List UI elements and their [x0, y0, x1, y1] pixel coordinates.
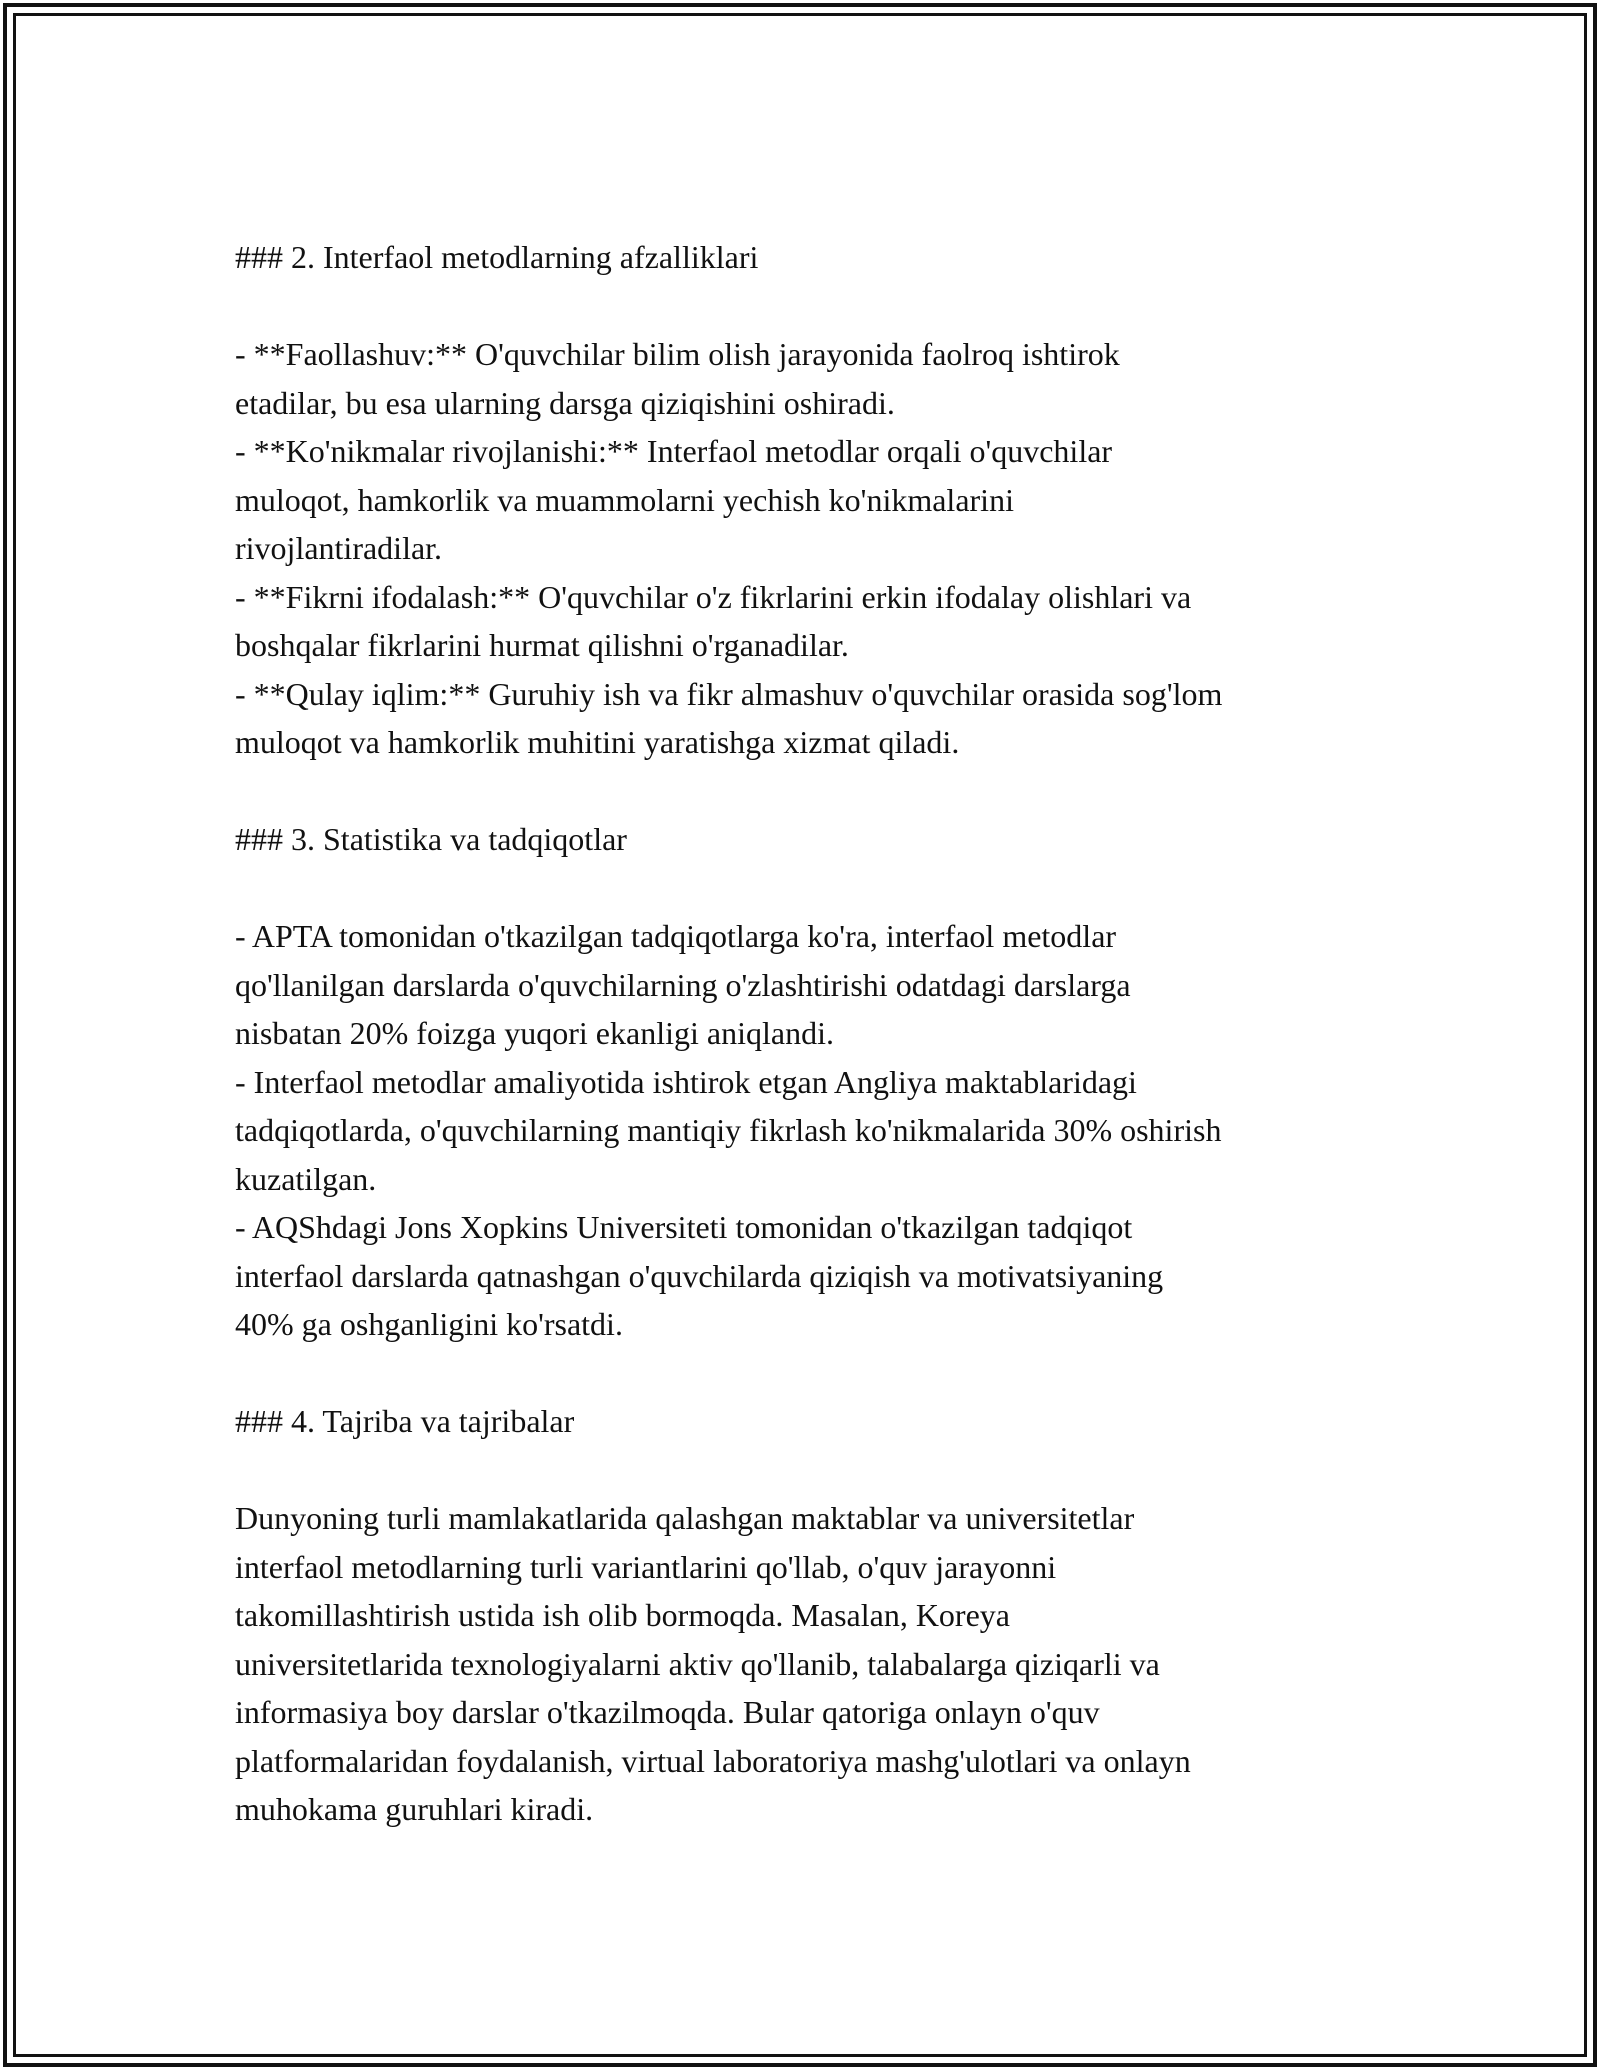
list-item-faollashuv [235, 330, 1385, 427]
section-statistics [235, 815, 1385, 1349]
list-item-line: kuzatilgan. [235, 1160, 377, 1197]
section-heading: ### 3. Statistika va tadqiqotlar [235, 821, 627, 857]
list-item-line: tadqiqotlarda, o'quvchilarning mantiqiy fikrlash ko'nikmalarida 30% oshirish [235, 1112, 1222, 1148]
list-item-jons-xopkins [235, 1203, 1385, 1349]
section-experience [235, 1397, 1385, 1834]
list-item-line: - **Qulay iqlim:** Guruhiy ish va fikr almashuv o'quvchilar orasida sog'lom [235, 675, 1223, 712]
section-advantages [235, 233, 1385, 767]
list-item-angliya [235, 1058, 1385, 1204]
list-item-line: - Interfaol metodlar amaliyotida ishtirok etgan Angliya maktablaridagi [235, 1063, 1137, 1100]
list-item-line: qo'llanilgan darslarda o'quvchilarning o'zlashtirishi odatdagi darslarga [235, 966, 1131, 1003]
list-item-line: - APTA tomonidan o'tkazilgan tadqiqotlarga ko'ra, interfaol metodlar [235, 918, 1117, 954]
list-item-line: boshqalar fikrlarini hurmat qilishni o'rganadilar. [235, 627, 849, 663]
section-heading: ### 4. Tajriba va tajribalar [235, 1403, 575, 1439]
list-item-line: 40% ga oshganligini ko'rsatdi. [235, 1306, 623, 1342]
list-item-line: etadilar, bu esa ularning darsga qiziqishini oshiradi. [235, 384, 895, 421]
list-item-line: muloqot, hamkorlik va muammolarni yechish ko'nikmalarini [235, 481, 1014, 518]
list-item-fikrni-ifodalash [235, 573, 1385, 670]
list-item-konikmalar [235, 427, 1385, 573]
list-item-line: rivojlantiradilar. [235, 530, 443, 566]
paragraph-line: universitetlarida texnologiyalarni aktiv qo'llanib, talabalarga qiziqarli va [235, 1645, 1160, 1682]
paragraph-line: informasiya boy darslar o'tkazilmoqda. Bular qatoriga onlayn o'quv [235, 1694, 1100, 1730]
document-body [235, 233, 1385, 1834]
list-item-line: - AQShdagi Jons Xopkins Universiteti tomonidan o'tkazilgan tadqiqot [235, 1209, 1133, 1245]
list-item-line: nisbatan 20% foizga yuqori ekanligi aniqlandi. [235, 1015, 834, 1051]
paragraph-line: interfaol metodlarning turli variantlarini qo'llab, o'quv jarayonni [235, 1548, 1057, 1585]
section-heading: ### 2. Interfaol metodlarning afzalliklari [235, 239, 759, 275]
paragraph-line: takomillashtirish ustida ish olib bormoqda. Masalan, Koreya [235, 1597, 1010, 1633]
list-item-qulay-iqlim [235, 670, 1385, 767]
paragraph-line: platformalaridan foydalanish, virtual laboratoriya mashg'ulotlari va onlayn [235, 1742, 1191, 1779]
paragraph-line: Dunyoning turli mamlakatlarida qalashgan maktablar va universitetlar [235, 1500, 1135, 1536]
paragraph-line: muhokama guruhlari kiradi. [235, 1791, 594, 1827]
list-item-apta [235, 912, 1385, 1058]
paragraph [235, 1494, 1385, 1834]
list-item-line: - **Fikrni ifodalash:** O'quvchilar o'z fikrlarini erkin ifodalay olishlari va [235, 578, 1192, 615]
list-item-line: interfaol darslarda qatnashgan o'quvchilarda qiziqish va motivatsiyaning [235, 1257, 1164, 1294]
list-item-line: - **Faollashuv:** O'quvchilar bilim olish jarayonida faolroq ishtirok [235, 336, 1120, 372]
list-item-line: muloqot va hamkorlik muhitini yaratishga xizmat qiladi. [235, 724, 960, 760]
list-item-line: - **Ko'nikmalar rivojlanishi:** Interfaol metodlar orqali o'quvchilar [235, 433, 1113, 469]
